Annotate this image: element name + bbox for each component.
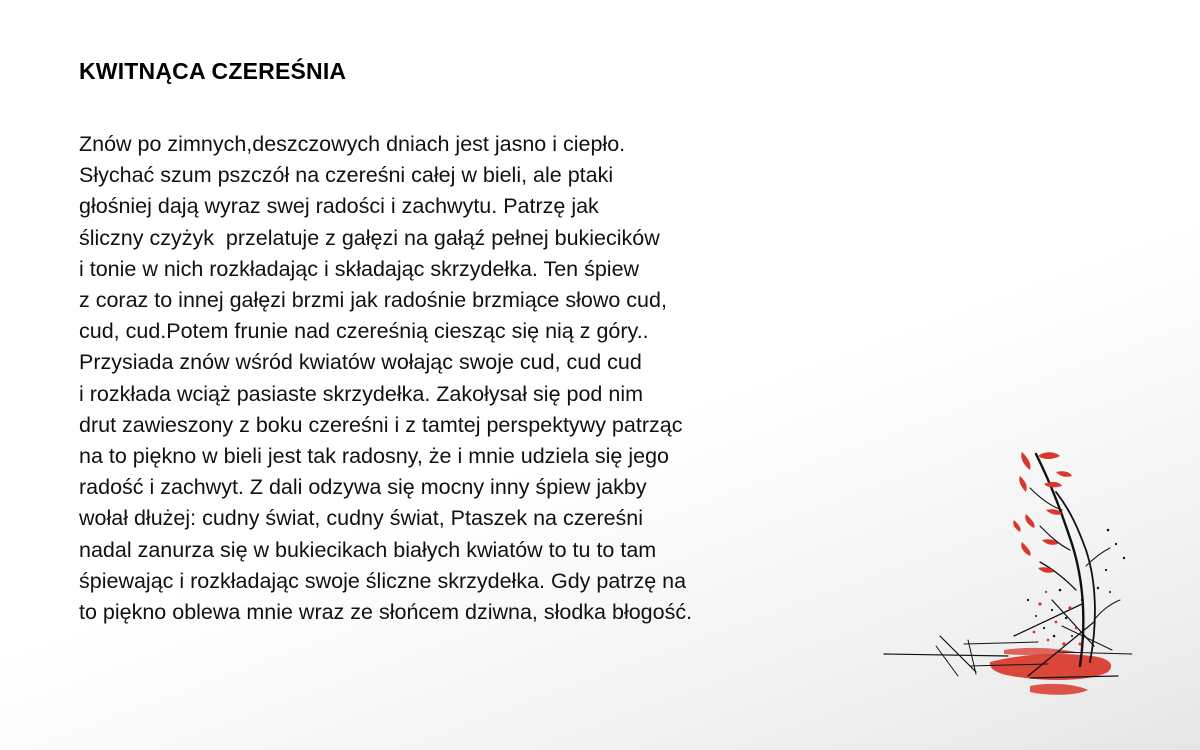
red-dot	[1038, 602, 1041, 605]
ink-dot	[1115, 543, 1117, 545]
poem-line: Znów po zimnych,deszczowych dniach jest jasno i ciepło.	[79, 132, 626, 156]
ink-dot	[1065, 617, 1067, 619]
red-dot	[1079, 643, 1082, 646]
red-dot	[1075, 627, 1078, 630]
poem-line: nadal zanurza się w bukiecikach białych kwiatów to tu to tam	[79, 537, 657, 562]
poem-line: i tonie w nich rozkładając i składając skrzydełka. Ten śpiew	[79, 256, 640, 281]
red-leaf	[1044, 482, 1062, 487]
poem-line: Słychać szum pszczół na czereśni całej w bieli, ale ptaki	[79, 163, 614, 188]
red-dot	[1068, 606, 1071, 609]
ink-dot	[1059, 589, 1062, 592]
ink-branch	[1040, 526, 1070, 550]
red-leaf	[1013, 520, 1020, 532]
ink-dot	[1123, 557, 1125, 559]
red-dot	[1045, 591, 1047, 593]
poem-line: to piękno oblewa mnie wraz ze słońcem dziwna, słodka błogość.	[79, 600, 693, 625]
ink-dot	[1097, 587, 1099, 589]
ink-branch	[1094, 600, 1120, 620]
poem-line: na to piękno w bieli jest tak radosny, że i mnie udziela się jego	[79, 444, 669, 469]
ink-line	[1062, 626, 1112, 650]
poem-line: śpiewając i rozkładając swoje śliczne skrzydełka. Gdy patrzę na	[79, 568, 687, 593]
ink-dot	[1071, 635, 1073, 637]
ink-dot	[1043, 627, 1045, 629]
poem-line: drut zawieszony z boku czereśni i z tamtej perspektywy patrząc	[79, 412, 683, 437]
ink-branch	[1030, 488, 1062, 510]
poem-line: radość i zachwyt. Z dali odzywa się mocny inny śpiew jakby	[79, 475, 647, 500]
ink-line	[968, 640, 976, 674]
ink-line	[884, 654, 1008, 656]
red-leaf	[1021, 452, 1030, 470]
red-leaf	[1056, 471, 1072, 477]
poem-line: i rozkłada wciąż pasiaste skrzydełka. Zakołysał się pod nim	[79, 381, 644, 406]
ink-branch-illustration-icon	[880, 440, 1140, 710]
ink-dot	[1081, 599, 1083, 601]
ink-dot	[1105, 569, 1107, 571]
ink-branch	[1040, 562, 1076, 590]
ink-dot	[1027, 599, 1029, 601]
poem-body	[79, 129, 899, 628]
red-brush-stroke	[1030, 684, 1088, 695]
red-leaf	[1038, 452, 1060, 459]
red-dot	[1062, 642, 1065, 645]
ink-dot	[1109, 591, 1111, 593]
red-leaf	[1025, 514, 1034, 528]
ink-dot	[1035, 615, 1037, 617]
poem-line: cud, cud.Potem frunie nad czereśnią ciesząc się nią z góry..	[79, 319, 649, 344]
poem-line: Przysiada znów wśród kwiatów wołając swoje cud, cud cud	[79, 350, 642, 375]
red-leaf	[1038, 567, 1054, 573]
poem-line: z coraz to innej gałęzi brzmi jak radośnie brzmiące słowo cud,	[79, 288, 667, 313]
poem-line: wołał dłużej: cudny świat, cudny świat, Ptaszek na czereśni	[79, 506, 644, 531]
red-dot	[1055, 621, 1058, 624]
poem-line: głośniej dają wyraz swej radości i zachwytu. Patrzę jak	[79, 194, 599, 219]
poem-title: KWITNĄCA CZEREŚNIA	[79, 58, 347, 84]
ink-dot	[1053, 635, 1056, 638]
red-dot	[1033, 631, 1036, 634]
ink-dot	[1107, 529, 1110, 532]
poem-line: śliczny czyżyk przelatuje z gałęzi na gałąź pełnej bukiecików	[79, 225, 660, 250]
red-leaf	[1019, 476, 1027, 492]
red-leaf	[1021, 542, 1030, 556]
ink-line	[964, 642, 1038, 644]
ink-line	[940, 636, 976, 672]
red-dot	[1047, 639, 1050, 642]
ink-dot	[1051, 609, 1053, 611]
